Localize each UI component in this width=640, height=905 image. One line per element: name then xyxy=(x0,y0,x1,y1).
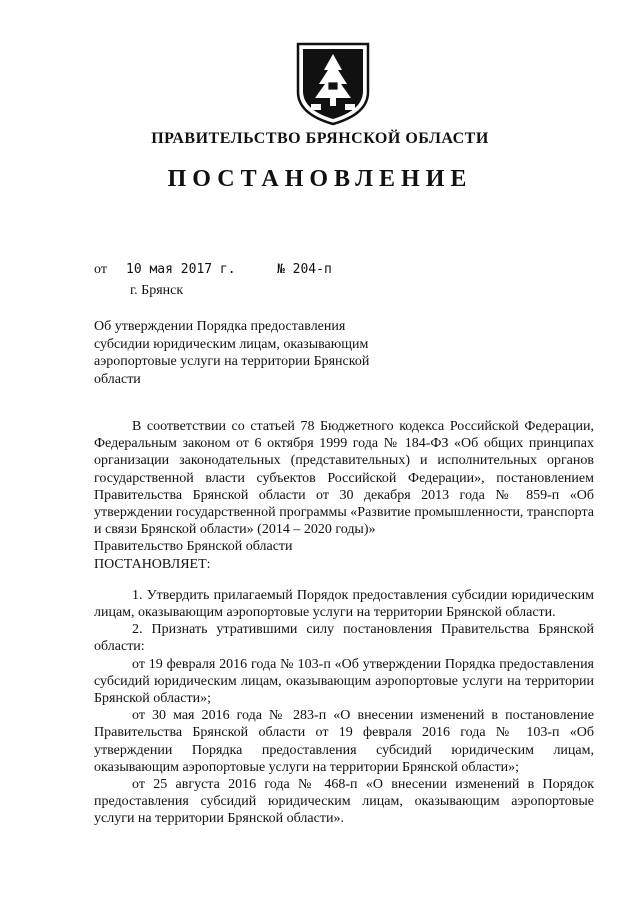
item-1-paragraph: 1. Утвердить прилагаемый Порядок предоставления субсидии юридическим лицам, оказывающим аэропортовые услуги на территории Брянской области. xyxy=(94,587,594,621)
document-subject: Об утверждении Порядка предоставления субсидии юридическим лицам, оказывающим аэропортовые услуги на территории Брянской области xyxy=(94,319,370,387)
resolves-heading: ПОСТАНОВЛЯЕТ: xyxy=(94,556,211,572)
document-date: 10 мая 2017 г. xyxy=(126,262,236,277)
document-body xyxy=(94,418,594,828)
organization-title: ПРАВИТЕЛЬСТВО БРЯНСКОЙ ОБЛАСТИ xyxy=(151,130,489,147)
coat-of-arms-emblem xyxy=(294,40,372,126)
preamble-paragraph: В соответствии со статьей 78 Бюджетного кодекса Российской Федерации, Федеральным законом от 6 октября 1999 года № 184-ФЗ «Об общих принципах организации законодательных (представительных) и исполнительных органов государственной власти субъектов Российской Федерации», постановлением Правительства Брянской области от 30 декабря 2013 года № 859-п «Об утверждении государственной программы «Развитие промышленности, транспорта и связи Брянской области» (2014 – 2020 годы)» xyxy=(94,419,594,538)
item-2-paragraph: 2. Признать утратившими силу постановления Правительства Брянской области: xyxy=(94,622,594,655)
document-city: г. Брянск xyxy=(130,283,184,298)
from-label: от xyxy=(94,262,107,277)
item-2a-paragraph: от 19 февраля 2016 года № 103-п «Об утверждении Порядка предоставления субсидий юридическим лицам, оказывающим аэропортовые услуги на территории Брянской области»; xyxy=(94,656,594,707)
item-2c-paragraph: от 25 августа 2016 года № 468-п «О внесении изменений в Порядок предоставления субсидий юридическим лицам, оказывающим аэропортовые услуги на территории Брянской области». xyxy=(94,777,594,827)
item-2b-paragraph: от 30 мая 2016 года № 283-п «О внесении изменений в постановление Правительства Брянской области от 19 февраля 2016 года № 103-п «Об утверждении Порядка предоставления субсидий юридическим лицам, оказывающим аэропортовые услуги на территории Брянской области»; xyxy=(94,708,594,775)
document-type-title: ПОСТАНОВЛЕНИЕ xyxy=(167,166,473,192)
document-number: № 204-п xyxy=(277,262,332,277)
preamble-end: Правительство Брянской области xyxy=(94,539,293,555)
